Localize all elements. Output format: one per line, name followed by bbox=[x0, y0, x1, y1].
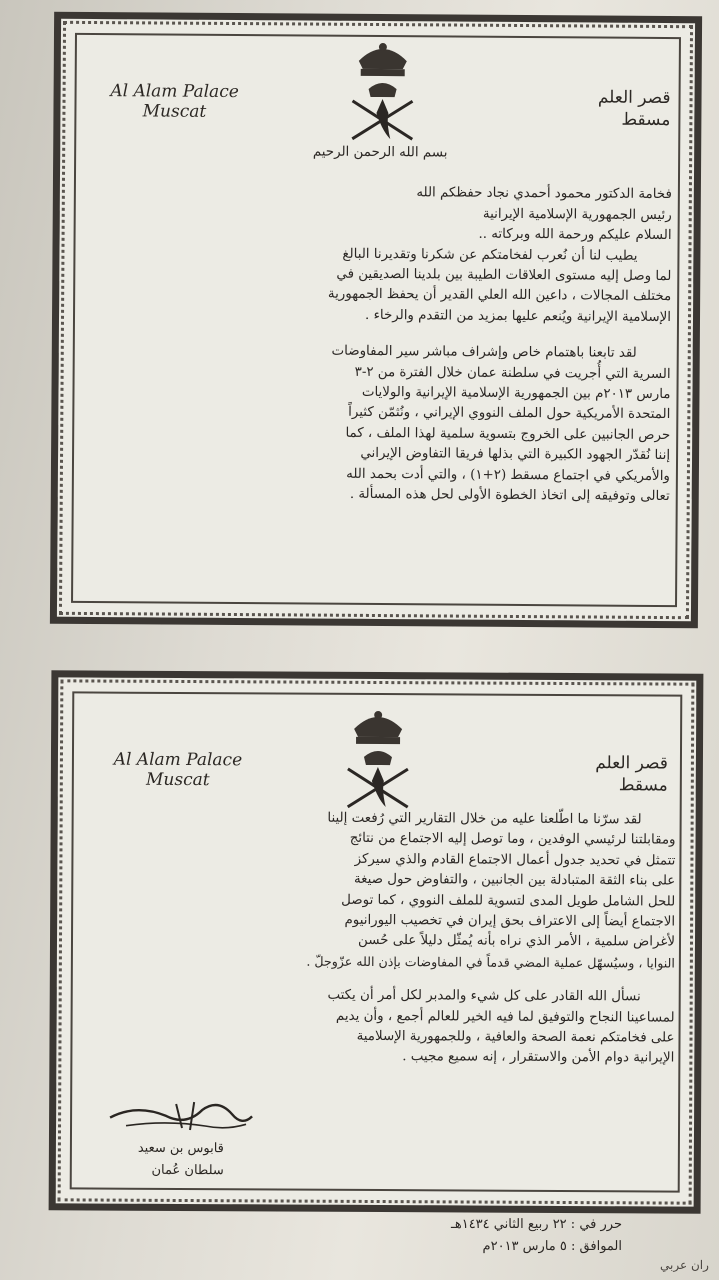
basmala: بسم الله الرحمن الرحيم bbox=[312, 144, 448, 161]
signatory-name: قابوس بن سعيد bbox=[137, 1140, 224, 1157]
oman-emblem-icon bbox=[342, 35, 423, 148]
letter-frame-2 bbox=[49, 670, 704, 1213]
letter1-body bbox=[86, 141, 673, 508]
signatory-title: سلطان عُمان bbox=[151, 1162, 224, 1179]
body-line: السرية التي أُجريت في سلطنة عمان خلال الفترة من ٢-٣ bbox=[354, 364, 671, 382]
body-line: لمساعينا النجاح والتوفيق لما فيه الخير للعالم أجمع ، وأن يديم bbox=[335, 1008, 675, 1026]
body-line: حرص الجانبين على الخروج بتسوية سلمية لهذا الملف ، كما bbox=[345, 425, 671, 443]
body-line: والأمريكي في اجتماع مسقط (٢+١) ، والتي أدت بحمد الله bbox=[346, 466, 670, 484]
body-line: المتحدة الأمريكية حول الملف النووي الإيراني ، ونُثمّن كثيراً bbox=[348, 405, 671, 423]
oman-emblem-icon bbox=[338, 703, 419, 815]
greeting-line: السلام عليكم ورحمة الله وبركاته .. bbox=[478, 226, 672, 244]
body-line: مختلف المجالات ، داعين الله العلي القدير أن يحفظ الجمهورية bbox=[327, 287, 672, 305]
body-line: لأغراض سلمية ، الأمر الذي نراه بأنه يُمثّل دليلاً على حُسن bbox=[357, 933, 676, 951]
body-line: مارس ٢٠١٣م بين الجمهورية الإسلامية الإيرانية والولايات bbox=[361, 384, 671, 403]
handwritten-signature-icon bbox=[106, 1096, 256, 1137]
palace-city-line: Muscat bbox=[145, 769, 210, 791]
body-line: على بناء الثقة المتبادلة بين الجانبين ، والتفاوض حول صيغة bbox=[353, 872, 676, 889]
body-line: على فخامتكم نعمة الصحة والعافية ، وللجمهورية الإسلامية bbox=[356, 1028, 675, 1046]
body-line: تتمثل في تحديد جدول أعمال الاجتماع القادم والذي سيركز bbox=[354, 851, 676, 869]
body-line: لقد سرّنا ما اطّلعنا عليه من خلال التقارير التي رُفعت إلينا bbox=[327, 810, 642, 828]
palace-name-arabic bbox=[548, 752, 668, 797]
palace-name-english bbox=[84, 81, 264, 122]
signature-block bbox=[104, 1138, 224, 1183]
palace-city-line: Muscat bbox=[142, 101, 207, 122]
palace-name-ar-line: قصر العلم bbox=[597, 87, 671, 109]
palace-city-ar-line: مسقط bbox=[618, 775, 668, 796]
body-line: ومقابلتنا لرئيسي الوفدين ، وما توصل إليه الاجتماع من نتائج bbox=[349, 831, 676, 848]
body-line: تعالى وتوفيقه إلى اتخاذ الخطوة الأولى لحل هذه المسألة . bbox=[349, 486, 670, 505]
date-gregorian: الموافق : ٥ مارس ٢٠١٣م bbox=[482, 1239, 622, 1254]
palace-name-english bbox=[88, 749, 268, 790]
letter2-body bbox=[84, 807, 675, 1069]
letter-frame-1 bbox=[50, 12, 702, 629]
body-line: الإسلامية الإيرانية ويُنعم عليها بمزيد من التقدم والرخاء . bbox=[365, 307, 672, 325]
body-line: لقد تابعنا باهتمام خاص وإشراف مباشر سير المفاوضات bbox=[331, 343, 637, 362]
body-line: لما وصل إليه مستوى العلاقات الطيبة بين بلدينا الصديقين في bbox=[336, 266, 672, 285]
body-line: النوايا ، وسيُسهّل عملية المضي قدماً في المفاوضات بإذن الله عزّوجلّ . bbox=[306, 953, 675, 971]
palace-name-arabic bbox=[550, 86, 670, 131]
date-footer bbox=[300, 1214, 622, 1258]
palace-name-line: Al Alam Palace bbox=[113, 749, 243, 771]
recipient-title-line: رئيس الجمهورية الإسلامية الإيرانية bbox=[482, 206, 672, 223]
body-line: إننا نُقدّر الجهود الكبيرة التي بذلها فريقا التفاوض الإيراني bbox=[360, 446, 671, 464]
body-line: الاجتماع أيضاً إلى الاعتراف بحق إيران في تخصيب اليورانيوم bbox=[344, 912, 676, 930]
palace-name-ar-line: قصر العلم bbox=[595, 753, 668, 774]
body-line: نسأل الله القادر على كل شيء والمدبر لكل أمر أن يكتب bbox=[327, 987, 641, 1005]
salutation-line: فخامة الدكتور محمود أحمدي نجاد حفظكم الله bbox=[416, 185, 672, 203]
body-line: للحل الشامل طويل المدى لتسوية للملف النووي ، كما توصل bbox=[341, 892, 676, 910]
palace-city-ar-line: مسقط bbox=[621, 109, 671, 131]
page-footer-fragment: ران عربي bbox=[660, 1258, 709, 1272]
body-line: الإيرانية دوام الأمن والاستقرار ، إنه سميع مجيب . bbox=[402, 1049, 675, 1067]
palace-name-line: Al Alam Palace bbox=[110, 81, 239, 103]
body-line: يطيب لنا أن نُعرب لفخامتكم عن شكرنا وتقديرنا البالغ bbox=[342, 246, 638, 264]
date-hijri: حرر في : ٢٢ ربيع الثاني ١٤٣٤هـ bbox=[451, 1217, 622, 1232]
